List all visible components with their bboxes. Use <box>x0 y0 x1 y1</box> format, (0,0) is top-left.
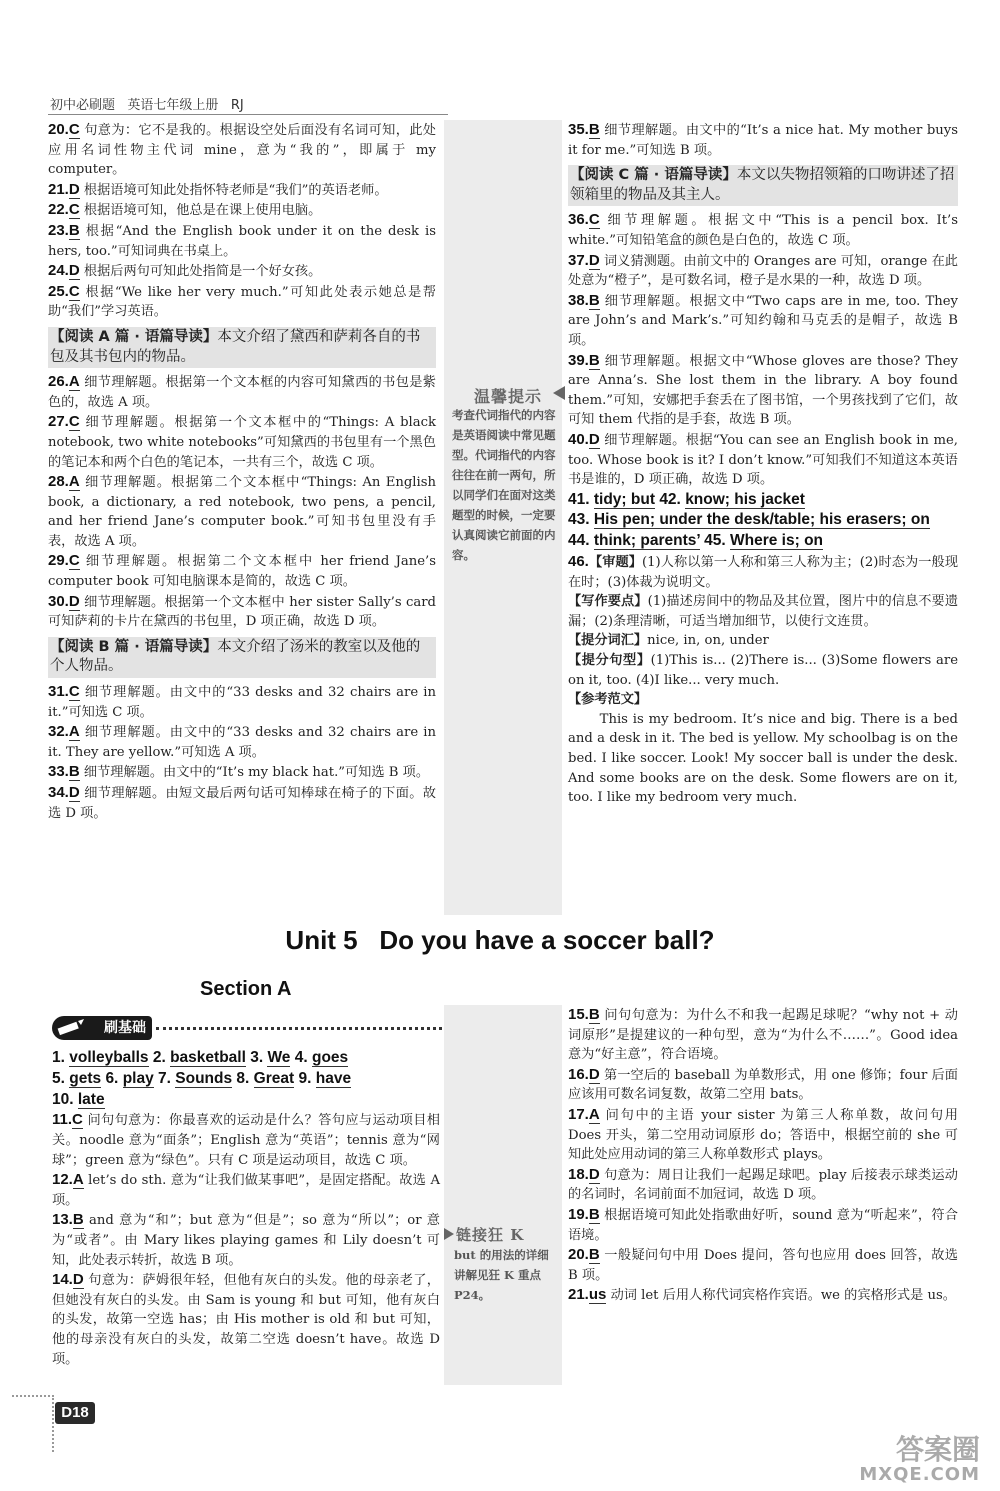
answer-letter: A <box>72 1171 84 1189</box>
explanation-text: let’s do sth. 意为“让我们做某事吧”，是固定搭配。故选 A 项。 <box>52 1173 440 1208</box>
fill-line <box>568 531 958 552</box>
answer-item <box>48 200 436 221</box>
answer-item <box>568 430 958 490</box>
fill-answers-41-45 <box>568 490 958 552</box>
question-number: 12. <box>52 1171 73 1189</box>
answer-item <box>48 282 436 322</box>
question-number: 20. <box>48 121 69 138</box>
basics-label: 刷基础 <box>104 1020 146 1036</box>
fill-value: play <box>122 1069 154 1087</box>
answer-item <box>568 1165 958 1205</box>
fill-value: Great <box>253 1069 295 1087</box>
explanation-text: 细节理解题。根据第一个文本框中的“Things: A black notebook, two white notebooks”可知黛西的书包里有一个黑色的笔记本和两个白色的笔记本，一共有三个，故选 C 项。 <box>48 415 436 470</box>
answer-letter: B <box>68 763 80 781</box>
answer-item <box>568 351 958 430</box>
fill-number: 9. <box>298 1069 312 1087</box>
running-header <box>50 94 244 113</box>
answer-item <box>52 1210 440 1270</box>
fill-value: think; parents’ <box>593 532 700 550</box>
explanation-text: 细节理解题。由文中的“33 desks and 32 chairs are in it.”可知选 C 项。 <box>48 685 436 720</box>
fill-value: know; his jacket <box>685 490 805 508</box>
tip-text: 考查代词指代的内容是英语阅读中常见题型。代词指代的内容往往在前一两句，所以同学们在面对这类题型的时候，一定要认真阅读它前面的内容。 <box>452 408 556 562</box>
subject-title: 英语七年级上册 <box>127 98 219 113</box>
answer-item <box>48 412 436 472</box>
explanation-text: 根据“And the English book under it on the desk is hers, too.”可知词典在书桌上。 <box>48 223 436 259</box>
answer-letter: C <box>68 282 80 300</box>
unit-title: Unit 5 Do you have a soccer ball? <box>285 925 715 955</box>
answer-item <box>48 472 436 551</box>
answer-letter: B <box>588 1246 600 1264</box>
answer-letter: A <box>68 723 80 741</box>
question-46: 46.【审题】(1)人称以第一人称和第三人称为主；(2)时态为一般现在时；(3)体裁为说明文。 <box>568 553 959 590</box>
explanation-text: 细节理解题。根据第一个文本框的内容可知黛西的书包是紫色的，故选 A 项。 <box>48 375 436 410</box>
fill-number: 41. <box>568 490 590 508</box>
answer-item <box>568 251 958 291</box>
left-column-top <box>48 120 436 823</box>
answer-item <box>48 762 436 783</box>
question-number: 32. <box>48 723 69 741</box>
answer-item <box>48 372 436 412</box>
fill-number: 6. <box>105 1069 119 1087</box>
answer-letter: B <box>588 1006 600 1023</box>
explanation-text: 细节理解题。根据第二个文本框中 her friend Jane’s computer book 可知电脑课本是简的，故选 C 项。 <box>48 554 436 590</box>
question-number: 33. <box>48 763 69 781</box>
link-arrow-icon <box>444 1228 454 1240</box>
page-number: D18 <box>55 1402 95 1424</box>
question-number: 29. <box>48 552 69 570</box>
answer-letter: D <box>588 251 600 269</box>
question-number: 21. <box>568 1286 589 1304</box>
fill-number: 44. <box>568 532 590 550</box>
answer-item <box>48 120 436 180</box>
explanation-text: and 意为“和”；but 意为“但是”；so 意为“所以”；or 意为“或者”。由 Mary likes playing games 和 Lily doesn’t 可知，此处表示转折，故选 B 项。 <box>52 1213 440 1268</box>
explanation-text: 根据后两句可知此处指简是一个好女孩。 <box>79 264 322 280</box>
answer-letter: D <box>68 262 80 280</box>
answer-letter: D <box>68 592 80 610</box>
answer-letter: C <box>68 683 80 701</box>
header-rule <box>48 114 448 115</box>
answer-item <box>48 261 436 282</box>
question-number: 14. <box>52 1271 73 1289</box>
watermark-url: MXQE.COM <box>859 1464 980 1485</box>
answer-item <box>52 1270 440 1369</box>
answer-letter: D <box>588 1065 600 1083</box>
question-number: 16. <box>568 1065 589 1083</box>
reading-c-banner: 【阅读 C 篇 · 语篇导读】本文以失物招领箱的口吻讲述了招领箱里的物品及其主人。 <box>568 165 958 206</box>
fill-value: gets <box>69 1069 102 1087</box>
fill-number: 2. <box>152 1049 166 1066</box>
question-number: 30. <box>48 592 69 610</box>
answer-letter: B <box>588 1205 600 1223</box>
fill-value: His pen; under the desk/table; his erasers; on <box>593 511 930 529</box>
explanation-text: 细节理解题。根据第二个文本框中“Things: An English book, a dictionary, a red notebook, two pens, a pencil, and her friend Jane’s computer book.”可知书包里没有手表，故选 A 项。 <box>48 475 436 549</box>
question-number: 22. <box>48 201 69 219</box>
answer-letter: B <box>588 351 600 369</box>
question-number: 36. <box>568 211 589 229</box>
explanation-text: 问句句意为：为什么不和我一起踢足球呢？“why not + 动词原形”是提建议的一种句型，意为“为什么不……”。Good idea 意为“好主意”，符合语境。 <box>568 1008 958 1063</box>
fill-value: basketball <box>170 1049 246 1066</box>
question-number: 31. <box>48 683 69 701</box>
explanation-text: 细节理解题。由文中的“33 desks and 32 chairs are in it. They are yellow.”可知选 A 项。 <box>48 725 436 760</box>
answer-letter: C <box>72 1111 83 1129</box>
question-number: 25. <box>48 282 69 300</box>
answer-item <box>568 210 958 250</box>
answer-item <box>568 1285 958 1306</box>
answer-letter: B <box>68 221 80 239</box>
answer-item <box>48 180 436 201</box>
answer-item <box>568 1065 958 1105</box>
answer-letter: A <box>68 473 80 491</box>
answer-item <box>568 120 958 160</box>
fill-number: 7. <box>158 1069 171 1087</box>
explanation-text: 句意为：它不是我的。根据设空处后面没有名词可知，此处应用名词性物主代词 mine，意为“我的”，即属于 my computer。 <box>48 123 436 178</box>
answer-item <box>52 1170 440 1210</box>
explanation-text: 句意为：萨姆很年轻，但他有灰白的头发。他的母亲老了，但她没有灰白的头发。由 Sam is young 和 but 可知，他有灰白的头发，故第一空选 has；由 His mother is old 和 but 可知，他的母亲没有灰白的头发，故第二空选 doesn’t have。故选 D 项。 <box>52 1273 440 1367</box>
explanation-text: 细节理解题。由短文最后两句话可知棒球在椅子的下面。故选 D 项。 <box>48 786 436 821</box>
question-number: 39. <box>568 351 589 369</box>
answer-item <box>568 1105 958 1165</box>
answer-letter: D <box>72 1271 84 1289</box>
explanation-text: 根据语境可知，他总是在课上使用电脑。 <box>79 203 322 219</box>
fill-number: 42. <box>659 490 681 508</box>
question-number: 23. <box>48 221 69 239</box>
fill-value: tidy; but <box>593 490 655 508</box>
fill-line <box>52 1048 440 1069</box>
explanation-text: 根据语境可知此处指歌曲好听，sound 意为“听起来”，符合语境。 <box>568 1207 958 1243</box>
answer-letter: D <box>588 1165 600 1183</box>
explanation-text: 一般疑问句中用 Does 提问，答句也应用 does 回答，故选 B 项。 <box>568 1248 958 1283</box>
answer-item <box>568 291 958 351</box>
explanation-text: 词义猜测题。由前文中的 Oranges are 可知，orange 在此处意为“橙子”，是可数名词，橙子是水果的一种，故选 D 项。 <box>568 253 958 289</box>
question-number: 20. <box>568 1246 589 1264</box>
fill-number: 10. <box>52 1090 74 1108</box>
explanation-text: 细节理解题。根据文中“Whose gloves are those? They are Anna’s. She lost them in the library. A boy found them.”可知，安娜把手套丢在了图书馆，一个男孩找到了它们，故可知 them 代指的是手套，故选 B 项。 <box>568 353 958 428</box>
fill-number: 8. <box>236 1069 250 1087</box>
answer-letter: D <box>588 430 600 448</box>
right-column-top: 35.B 细节理解题。由文中的“It’s a nice hat. My mother buys it for me.”可知选 B 项。 【阅读 C 篇 · 语篇导读】本文以失物招领箱的口吻讲述了招领箱里的物品及其主人。 36.C 细节理解题。根据文中“This is a pencil box. It’s white.”可知铅笔盒的颜色是白色的，故选 C 项。 37.D 词义猜测题。由前文中的 Oranges are 可知，orange 在此处意为“橙子”，是可数名词，橙子是水果的一种，故选 D 项。 38.B 细节理解题。根据文中“Two caps are in me, too. They are John’s and Mark’s.”可知约翰和马克丢的是帽子，故选 B 项。 39.B 细节理解题。根据文中“Whose gloves are those? They are Anna’s. She lost them in the library. A boy found them.”可知，安娜把手套丢在了图书馆，一个男孩找到了它们，故可知 them 代指的是手套，故选 B 项。 40.D 细节理解题。根据“You can see an English book in me, too. Whose book is it? I don’t know.”可知我们不知道这本英语书是谁的，D 项正确，故选 D 项。 41. tidy; but 42. know; his jacket 43. His pen; under the desk/table; his erasers; on 44. think; parents’ 45. Where is; on 46.【审题】(1)人称以第一人称和第三人称为主；(2)时态为一般现在时；(3)体裁为说明文。 【写作要点】(1)描述房间中的物品及其位置，图片中的信息不要遗漏；(2)条理清晰，可适当增加细节，以使行文连贯。 【提分词汇】nice, in, on, under 【提分句型】(1)This is... (2)There is... (3)Some flowers are on it, too. (4)I like... very much. 【参考范文】 This is my bedroom. It’s nice and big. There is a bed and a desk in it. The bed is yellow. My schoolbag is on the bed. I like soccer. Look! My soccer ball is under the desk. And some books are on the desk. Some flowers are on it, too. I like my bedroom very much. <box>568 120 958 808</box>
link-sidebar <box>444 1005 562 1385</box>
fill-number: 45. <box>704 532 726 550</box>
fill-answers-1-10 <box>52 1048 440 1110</box>
fill-number: 1. <box>52 1049 65 1066</box>
section-title: Section A <box>200 978 292 1000</box>
fill-value: Where is; on <box>730 532 824 550</box>
fill-value: We <box>267 1049 291 1066</box>
fill-line <box>52 1090 440 1111</box>
reading-b-banner: 【阅读 B 篇 · 语篇导读】本文介绍了汤米的教室以及他的个人物品。 <box>48 637 436 678</box>
answer-letter: A <box>68 373 80 391</box>
answer-letter: C <box>68 121 80 138</box>
pencil-icon <box>56 1019 86 1037</box>
fill-number: 5. <box>52 1069 65 1087</box>
explanation-text: 动词 let 后用人称代词宾格作宾语。we 的宾格形式是 us。 <box>606 1288 956 1304</box>
question-number: 24. <box>48 262 69 280</box>
fill-line <box>52 1069 440 1090</box>
page-corner-decoration <box>12 1395 54 1452</box>
explanation-text: 细节理解题。由文中的“It’s a nice hat. My mother buys it for me.”可知选 B 项。 <box>568 123 958 158</box>
explanation-text: 第一空后的 baseball 为单数形式，用 one 修饰；four 后面应该用可数名词复数，故第二空用 bats。 <box>568 1067 958 1103</box>
question-number: 21. <box>48 180 69 198</box>
explanation-text: 问句句意为：你最喜欢的运动是什么？答句应与运动项目相关。noodle 意为“面条”；English 意为“英语”；tennis 意为“网球”；green 意为“绿色”。只有 C 项是运动项目，故选 C 项。 <box>52 1113 440 1168</box>
question-number: 40. <box>568 430 589 448</box>
tip-arrow-icon <box>553 386 565 400</box>
fill-line <box>568 510 958 531</box>
fill-line <box>568 490 958 511</box>
fill-value: volleyballs <box>69 1049 149 1066</box>
fill-value: Sounds <box>175 1069 233 1087</box>
explanation-text: 句意为：周日让我们一起踢足球吧。play 后接表示球类运动的名词时，名词前面不加冠词，故选 D 项。 <box>568 1167 958 1203</box>
question-number: 35. <box>568 121 589 138</box>
answer-item <box>568 1005 958 1065</box>
link-tip-text: but 的用法的详细讲解见狂 K 重点 P24。 <box>454 1248 549 1302</box>
question-number: 13. <box>52 1211 73 1229</box>
explanation-text: 根据语境可知此处指怀特老师是“我们”的英语老师。 <box>79 182 388 198</box>
answer-item <box>48 592 436 632</box>
question-number: 38. <box>568 291 589 309</box>
explanation-text: 细节理解题。根据“You can see an English book in me, too. Whose book is it? I don’t know.”可知我们不知道这本英语书是谁的，D 项正确，故选 D 项。 <box>568 432 958 488</box>
fill-value: have <box>315 1069 352 1087</box>
basics-badge <box>52 1016 442 1042</box>
explanation-text: 细节理解题。根据第一个文本框中 her sister Sally’s card 可知萨莉的卡片在黛西的书包里，D 项正确，故选 D 项。 <box>48 594 436 630</box>
book-title: 初中必刷题 <box>50 98 116 113</box>
fill-value: goes <box>312 1049 349 1066</box>
explanation-text: 细节理解题。由文中的“It’s my black hat.”可知选 B 项。 <box>79 765 430 781</box>
answer-item <box>48 551 436 591</box>
answer-letter: B <box>588 291 600 309</box>
answer-item <box>48 722 436 762</box>
answer-letter: C <box>68 552 80 570</box>
fill-number: 3. <box>250 1049 264 1066</box>
answer-item <box>48 221 436 261</box>
right-column-bottom <box>568 1005 958 1306</box>
explanation-text: 问句中的主语 your sister 为第三人称单数，故问句用 Does 开头，第二空用动词原形 do；答语中，根据空前的 she 可知此处应用动词的第三人称单数形式 plays。 <box>568 1107 958 1163</box>
answer-letter: A <box>588 1105 600 1123</box>
question-number: 26. <box>48 373 69 391</box>
question-number: 19. <box>568 1205 589 1223</box>
fill-number: 4. <box>294 1049 308 1066</box>
answer-item <box>48 682 436 722</box>
watermark-logo: 答案圈 <box>895 1433 980 1466</box>
question-number: 34. <box>48 784 69 801</box>
explanation-text: 细节理解题。根据文中“Two caps are in me, too. They are John’s and Mark’s.”可知约翰和马克丢的是帽子，故选 B 项。 <box>568 293 958 348</box>
question-number: 27. <box>48 413 69 431</box>
question-number: 17. <box>568 1105 589 1123</box>
answer-letter: D <box>68 784 80 801</box>
tip-title: 温馨提示 <box>474 387 543 406</box>
answer-item <box>568 1245 958 1285</box>
answer-letter: us <box>588 1286 607 1304</box>
answer-letter: D <box>68 180 80 198</box>
fill-value: late <box>77 1090 105 1108</box>
answer-letter: C <box>68 413 80 431</box>
model-essay: This is my bedroom. It’s nice and big. There is a bed and a desk in it. The bed is yellow. My schoolbag is on the bed. I like soccer. Look! My soccer ball is under the desk. And some books are on the desk. Some flowers are on it, too. I like my bedroom very much. <box>568 711 958 806</box>
answer-item <box>52 1110 440 1170</box>
reading-a-banner: 【阅读 A 篇 · 语篇导读】本文介绍了黛西和萨莉各自的书包及其书包内的物品。 <box>48 327 436 368</box>
answer-item <box>568 1205 958 1245</box>
answer-item <box>48 783 436 823</box>
answer-letter: B <box>72 1211 84 1229</box>
answer-letter: B <box>588 121 600 138</box>
answer-letter: C <box>588 211 600 229</box>
left-column-bottom <box>52 1048 440 1369</box>
question-number: 28. <box>48 473 69 491</box>
question-number: 18. <box>568 1165 589 1183</box>
link-tip-title: 链接狂 K <box>456 1226 525 1244</box>
question-number: 37. <box>568 251 589 269</box>
question-number: 11. <box>52 1111 73 1129</box>
answer-letter: C <box>68 201 80 219</box>
explanation-text: 细节理解题。根据文中“This is a pencil box. It’s white.”可知铅笔盒的颜色是白色的，故选 C 项。 <box>568 213 958 248</box>
explanation-text: 根据“We like her very much.”可知此处表示她总是帮助“我们”学习英语。 <box>48 284 436 320</box>
fill-number: 43. <box>568 511 590 529</box>
edition-label: RJ <box>230 98 244 113</box>
question-number: 15. <box>568 1006 589 1023</box>
